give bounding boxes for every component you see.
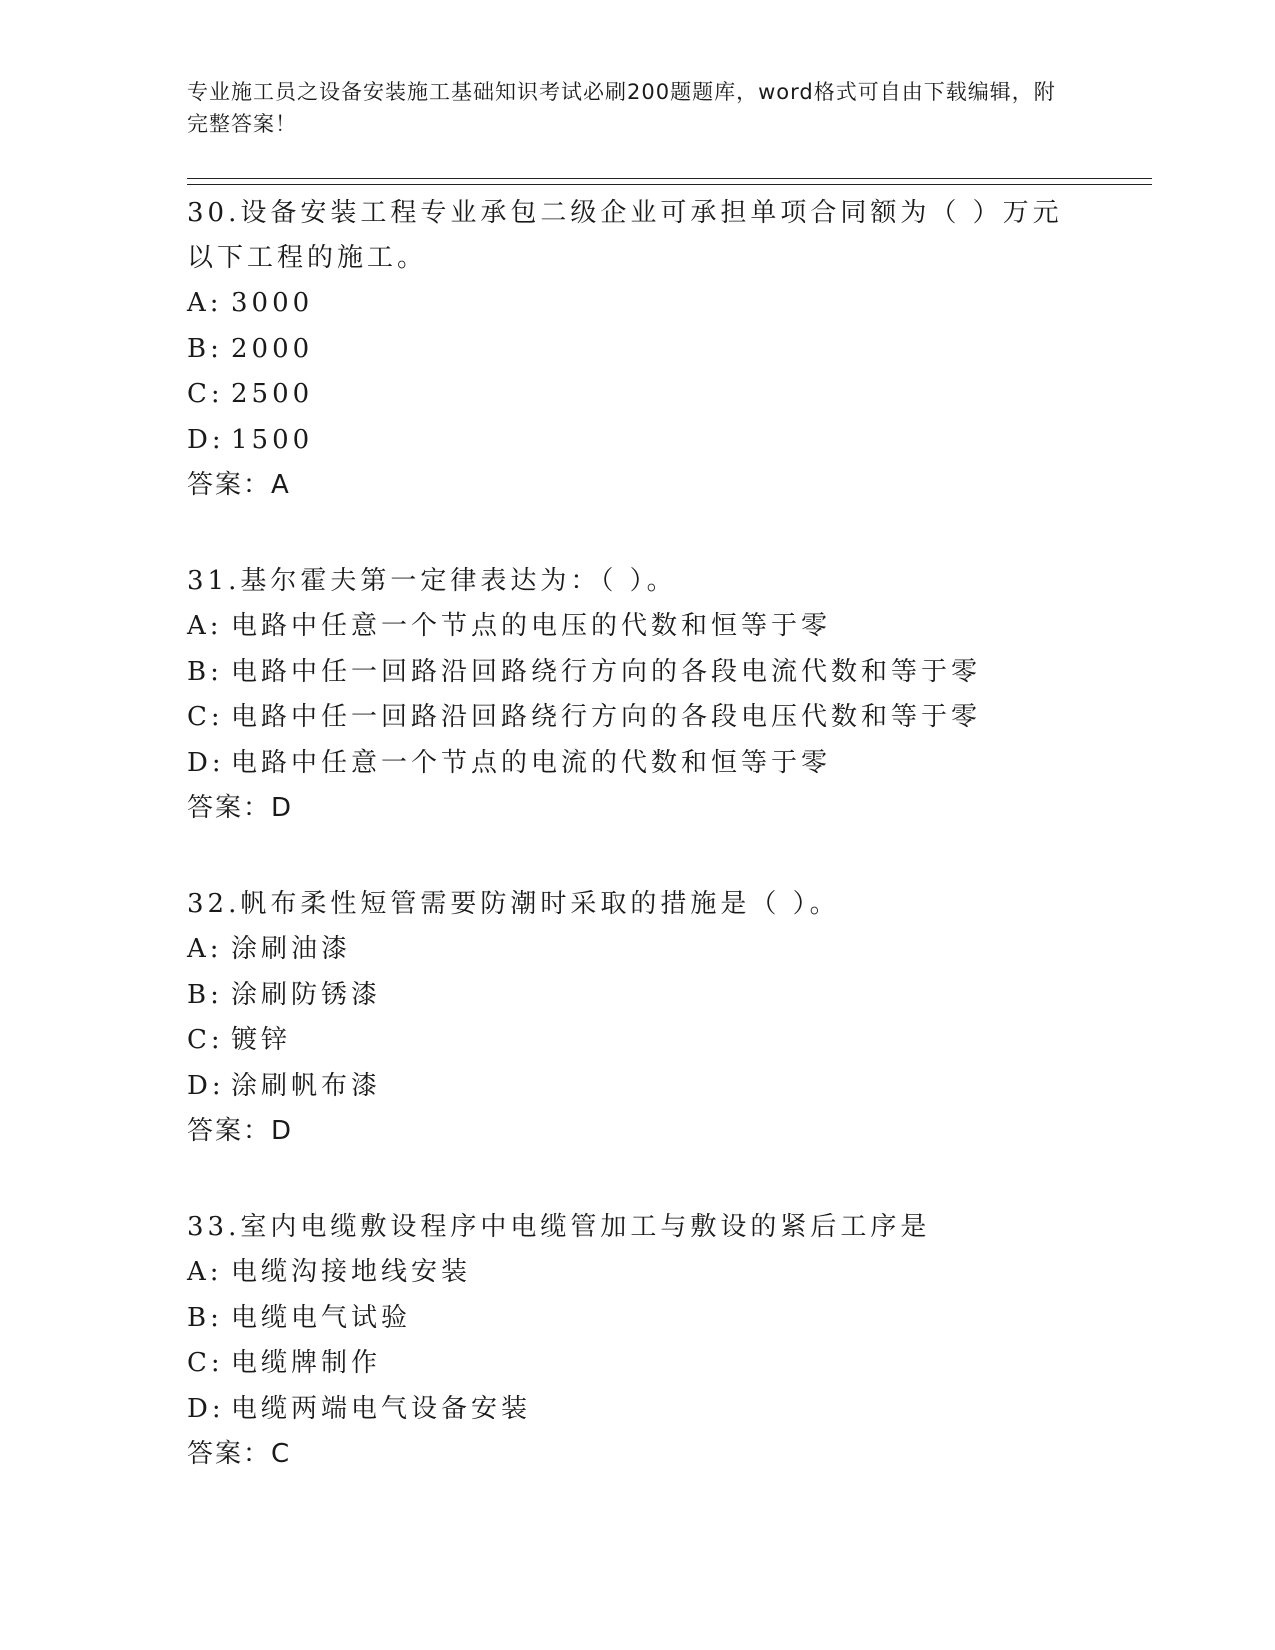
option-text: 电路中任意一个节点的电流的代数和恒等于零 — [231, 747, 832, 778]
question-33 — [187, 1205, 1087, 1477]
option-a — [187, 1250, 1087, 1296]
question-30 — [187, 191, 1087, 508]
option-text: 电路中任意一个节点的电压的代数和恒等于零 — [231, 611, 832, 641]
option-letter: D: — [187, 424, 225, 455]
option-d — [187, 1387, 1087, 1433]
option-letter: A: — [187, 611, 223, 641]
option-letter: B: — [187, 333, 223, 364]
option-d — [187, 1064, 1087, 1110]
option-text: 2000 — [231, 333, 314, 364]
option-text: 镀锌 — [231, 1025, 292, 1055]
option-text: 2500 — [231, 379, 314, 409]
option-letter: D: — [187, 747, 225, 778]
option-letter: D: — [187, 1393, 225, 1424]
option-text: 电路中任一回路沿回路绕行方向的各段电流代数和等于零 — [231, 656, 982, 687]
document-header: 专业施工员之设备安装施工基础知识考试必刷200题题库，word格式可自由下载编辑，附完整答案！ — [187, 80, 1056, 136]
question-stem: 30.设备安装工程专业承包二级企业可承担单项合同额为（ ）万元以下工程的施工。 — [187, 198, 1063, 273]
option-letter: A: — [187, 288, 223, 318]
option-letter: C: — [187, 1025, 224, 1055]
answer-line: 答案：C — [187, 1439, 292, 1469]
question-stem: 32.帆布柔性短管需要防潮时采取的措施是（ ）。 — [187, 889, 840, 919]
option-a — [187, 604, 1087, 650]
header-divider-bottom — [187, 184, 1152, 185]
option-text: 电缆两端电气设备安装 — [231, 1393, 532, 1424]
option-letter: C: — [187, 702, 224, 732]
option-a — [187, 281, 1087, 327]
option-text: 3000 — [231, 288, 314, 318]
option-d — [187, 418, 1087, 464]
option-b — [187, 973, 1087, 1019]
option-letter: B: — [187, 656, 223, 687]
option-d — [187, 741, 1087, 787]
option-b — [187, 1296, 1087, 1342]
option-text: 电缆电气试验 — [231, 1302, 412, 1333]
option-text: 电路中任一回路沿回路绕行方向的各段电压代数和等于零 — [231, 702, 982, 732]
question-32 — [187, 882, 1087, 1154]
answer-line: 答案：A — [187, 470, 291, 500]
option-letter: A: — [187, 934, 223, 964]
option-text: 涂刷帆布漆 — [231, 1070, 382, 1101]
option-c — [187, 1018, 1087, 1064]
option-c — [187, 372, 1087, 418]
option-b — [187, 650, 1087, 696]
option-letter: A: — [187, 1257, 223, 1287]
answer-line: 答案：D — [187, 1116, 294, 1146]
option-text: 涂刷油漆 — [231, 934, 352, 964]
option-a — [187, 927, 1087, 973]
option-c — [187, 695, 1087, 741]
question-list — [187, 191, 1087, 1477]
option-letter: C: — [187, 1348, 224, 1378]
option-letter: C: — [187, 379, 224, 409]
question-31 — [187, 559, 1087, 831]
option-letter: B: — [187, 979, 223, 1010]
header-divider-top — [187, 178, 1152, 179]
option-b — [187, 327, 1087, 373]
option-text: 电缆牌制作 — [231, 1348, 382, 1378]
option-c — [187, 1341, 1087, 1387]
option-text: 电缆沟接地线安装 — [231, 1257, 472, 1287]
option-letter: D: — [187, 1070, 225, 1101]
answer-line: 答案：D — [187, 793, 294, 823]
option-letter: B: — [187, 1302, 223, 1333]
option-text: 1500 — [231, 424, 314, 455]
option-text: 涂刷防锈漆 — [231, 979, 382, 1010]
question-stem: 33.室内电缆敷设程序中电缆管加工与敷设的紧后工序是 — [187, 1212, 931, 1242]
question-stem: 31.基尔霍夫第一定律表达为：（ ）。 — [187, 566, 677, 596]
